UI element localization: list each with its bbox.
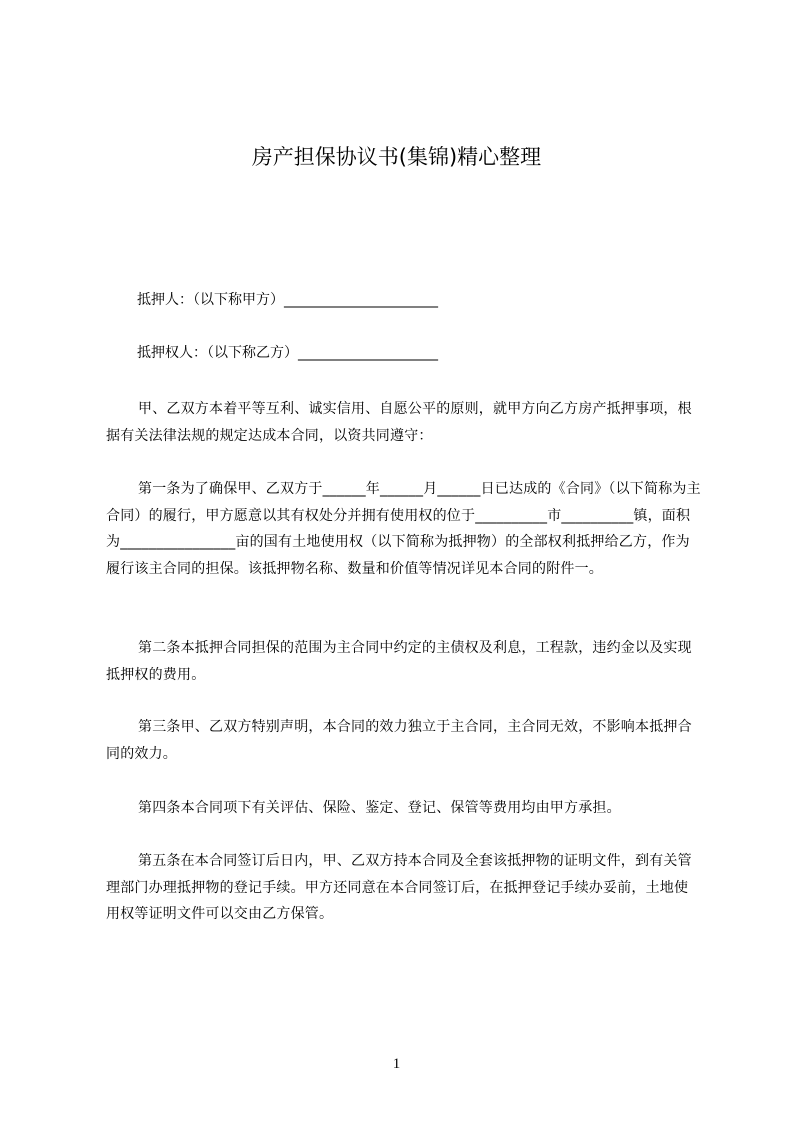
article-3-paragraph: 第三条甲、乙双方特别声明，本合同的效力独立于主合同，主合同无效，不影响本抵押合同的效力。 (106, 719, 692, 762)
article-1-paragraph: 第一条为了确保甲、乙双方于______年______月______日已达成的《合同》（以下简称为主合同）的履行，甲方愿意以其有权处分并拥有使用权的位于__________市__________镇，面积为________________亩的国有土地使用权（以下简称为抵押物）的全部权利抵押给乙方，作为履行该主合同的担保。该抵押物名称、数量和价值等情况详见本合同的附件一。 (106, 481, 701, 577)
article-2-paragraph: 第二条本抵押合同担保的范围为主合同中约定的主债权及利息，工程款，违约金以及实现抵押权的费用。 (106, 640, 692, 683)
article-5-paragraph: 第五条在本合同签订后日内，甲、乙双方持本合同及全套该抵押物的证明文件，到有关管理部门办理抵押物的登记手续。甲方还同意在本合同签订后，在抵押登记手续办妥前，土地使用权等证明文件可以交由乙方保管。 (106, 853, 692, 922)
document-title: 房产担保协议书(集锦)精心整理 (251, 145, 542, 169)
party-a-field: 抵押人：（以下称甲方）______________________ (137, 292, 438, 308)
preamble-paragraph: 甲、乙双方本着平等互利、诚实信用、自愿公平的原则，就甲方向乙方房产抵押事项，根据有关法律法规的规定达成本合同，以资共同遵守： (106, 401, 692, 444)
article-4-paragraph: 第四条本合同项下有关评估、保险、鉴定、登记、保管等费用均由甲方承担。 (138, 800, 621, 816)
party-b-field: 抵押权人：（以下称乙方）____________________ (137, 345, 438, 361)
page-number: 1 (392, 1056, 401, 1072)
